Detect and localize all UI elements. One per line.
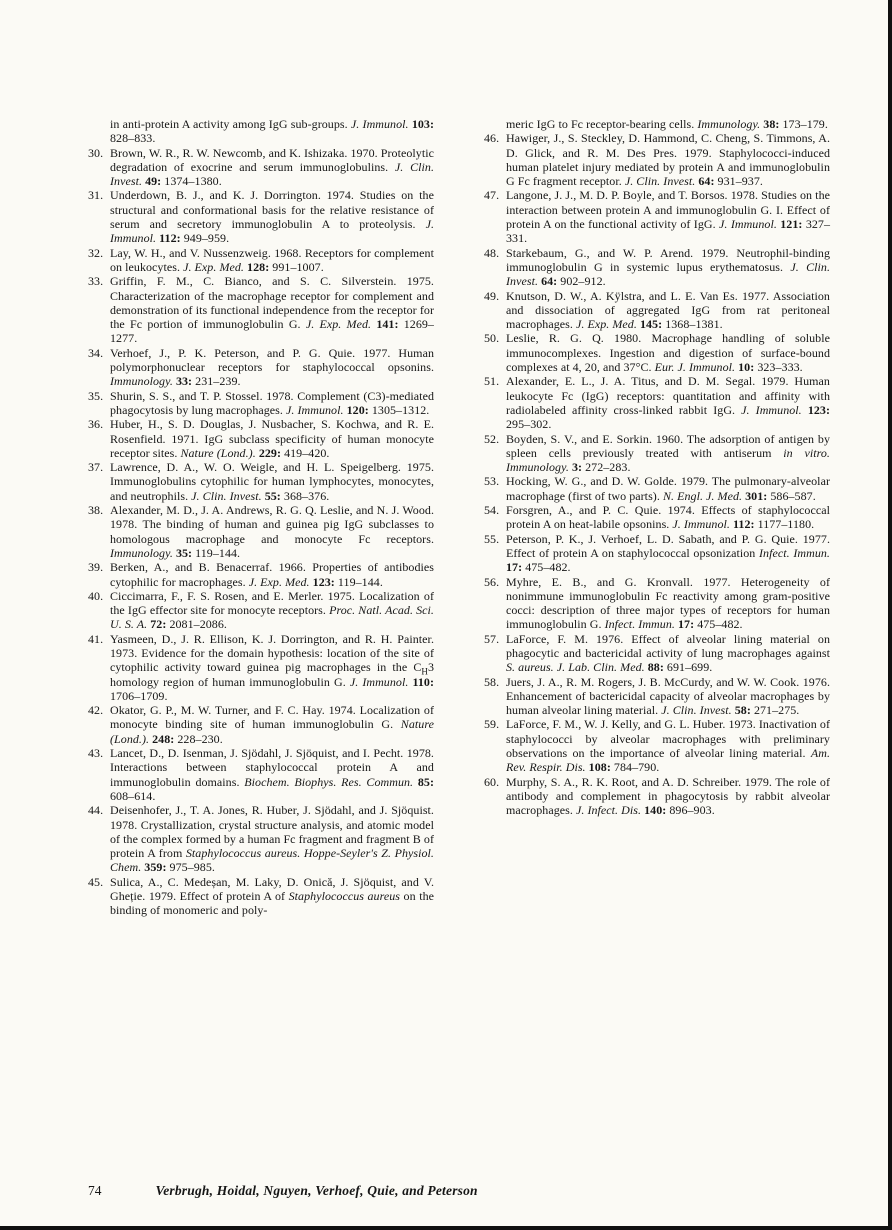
reference-number: 39. bbox=[88, 560, 104, 575]
reference-item bbox=[484, 675, 830, 718]
reference-text: 120: bbox=[346, 402, 369, 417]
reference-number: 43. bbox=[88, 746, 104, 761]
reference-text: J. Immunol. bbox=[350, 117, 412, 131]
reference-text: Ciccimarra, F., F. S. Rosen, and E. Merler. 1975. Localization of the IgG effector site for monocyte receptors. bbox=[110, 588, 434, 618]
reference-text: H bbox=[421, 666, 428, 677]
reference-item bbox=[484, 632, 830, 675]
reference-text: 110: bbox=[412, 674, 434, 689]
reference-text: 17: bbox=[506, 560, 523, 575]
reference-number: 36. bbox=[88, 417, 104, 432]
reference-text: 2081–2086. bbox=[166, 617, 227, 632]
reference-item bbox=[88, 389, 434, 418]
reference-text: 272–283. bbox=[582, 460, 631, 475]
reference-text: Eur. J. Immunol. bbox=[654, 360, 739, 375]
reference-text: Staphylococcus aureus. Hoppe-Seyler's Z. Physiol. Chem. bbox=[110, 846, 434, 875]
reference-number: 54. bbox=[484, 503, 500, 518]
reference-text: S. aureus. J. Lab. Clin. Med. bbox=[506, 660, 648, 675]
reference-text: Hocking, W. G., and D. W. Golde. 1979. The pulmonary-alveolar macrophage (first of two parts). bbox=[506, 474, 830, 503]
reference-text: 121: bbox=[780, 217, 803, 232]
reference-text: Forsgren, A., and P. C. Quie. 1974. Effects of staphylococcal protein A on heat-labile opsonins. bbox=[506, 503, 830, 532]
reference-text: 119–144. bbox=[334, 574, 383, 589]
reference-text: 112: bbox=[159, 231, 181, 246]
reference-text: Underdown, B. J., and K. J. Dorrington. 1974. Studies on the structural and conformational basis for the relative resistance of serum and secretory immunoglobulin A to proteolysis. bbox=[110, 188, 434, 232]
reference-text: 1706–1709. bbox=[110, 688, 168, 703]
reference-text: Juers, J. A., R. M. Rogers, J. B. McCurdy, and W. W. Cook. 1976. Enhancement of bactericidal capacity of alveolar macrophages by human alveolar lining material. bbox=[506, 674, 830, 718]
reference-text: 10: bbox=[738, 360, 755, 375]
reference-text: Murphy, S. A., R. K. Root, and A. D. Schreiber. 1979. The role of antibody and complement in phagocytosis by rabbit alveolar macrophages. bbox=[506, 774, 830, 818]
reference-item bbox=[88, 589, 434, 632]
reference-text: 271–275. bbox=[750, 703, 800, 718]
reference-number: 30. bbox=[88, 145, 104, 160]
reference-text: Infect. Immun. bbox=[604, 617, 678, 632]
reference-number: 41. bbox=[88, 631, 104, 646]
reference-text: Immunology. bbox=[110, 545, 176, 560]
scan-edge-right bbox=[888, 0, 892, 1230]
reference-text: 58: bbox=[734, 703, 751, 718]
reference-text: 17: bbox=[677, 617, 695, 632]
reference-text: 784–790. bbox=[610, 760, 660, 775]
reference-text: J. Infect. Dis. bbox=[575, 803, 645, 818]
reference-text: 49: bbox=[145, 174, 162, 189]
reference-text: 368–376. bbox=[280, 488, 330, 503]
reference-item bbox=[484, 775, 830, 818]
reference-text: 103: bbox=[411, 117, 435, 131]
reference-item bbox=[88, 188, 434, 245]
reference-text: 38: bbox=[763, 117, 780, 131]
reference-number: 59. bbox=[484, 717, 500, 732]
reference-text: J. Clin. Invest. bbox=[110, 159, 435, 189]
reference-text: J. Exp. Med. bbox=[248, 574, 313, 589]
reference-item bbox=[484, 503, 830, 532]
reference-text: 123: bbox=[312, 574, 335, 589]
reference-item bbox=[484, 131, 830, 188]
reference-text: 35: bbox=[175, 545, 193, 560]
reference-text: 229: bbox=[258, 445, 282, 460]
reference-text: Lay, W. H., and V. Nussenzweig. 1968. Receptors for complement on leukocytes. bbox=[110, 245, 434, 274]
reference-text: Langone, J. J., M. D. P. Boyle, and T. Borsos. 1978. Studies on the interaction between protein A and immunoglobulin G. I. Effect of protein A on the functional activity of IgG. bbox=[506, 188, 830, 232]
reference-text: 419–420. bbox=[281, 445, 330, 460]
reference-text: Alexander, E. L., J. A. Titus, and D. M. Segal. 1979. Human leukocyte Fc (IgG) receptors: quantitation and affinity with radiolabeled affinity cross-linked rabbit IgG. bbox=[506, 374, 830, 417]
reference-number: 48. bbox=[484, 245, 500, 260]
reference-text: 248: bbox=[152, 731, 175, 746]
reference-text: 64: bbox=[541, 274, 558, 289]
reference-item bbox=[484, 717, 830, 774]
reference-text: 145: bbox=[639, 317, 663, 332]
reference-number: 42. bbox=[88, 703, 104, 718]
reference-number: 46. bbox=[484, 131, 500, 146]
reference-text: 3 homology region of human immunoglobulin G. bbox=[110, 660, 434, 689]
reference-number: 60. bbox=[484, 774, 500, 789]
reference-text: Peterson, P. K., J. Verhoef, L. D. Sabath, and P. G. Quie. 1977. Effect of protein A on staphylococcal opsonization bbox=[506, 531, 830, 560]
reference-item bbox=[88, 803, 434, 874]
reference-text: J. Exp. Med. bbox=[575, 317, 640, 332]
reference-continuation bbox=[88, 117, 434, 146]
reference-text: J. Exp. Med. bbox=[183, 259, 248, 274]
reference-text: Okator, G. P., M. W. Turner, and F. C. Hay. 1974. Localization of monocyte binding site of human immunoglobulin G. bbox=[110, 703, 434, 732]
reference-text: Huber, H., S. D. Douglas, J. Nusbacher, S. Kochwa, and R. E. Rosenfield. 1971. IgG subclass specificity of human monocyte receptor sites. bbox=[110, 417, 434, 460]
reference-item bbox=[88, 746, 434, 803]
reference-number: 40. bbox=[88, 588, 104, 603]
reference-text: Yasmeen, D., J. R. Ellison, K. J. Dorrington, and R. H. Painter. 1973. Evidence for the domain hypothesis: location of the site of cytophilic activity toward guinea pig macrophages in the C bbox=[110, 631, 434, 675]
reference-item bbox=[88, 460, 434, 503]
reference-number: 37. bbox=[88, 460, 104, 475]
reference-number: 32. bbox=[88, 245, 104, 260]
reference-text: 691–699. bbox=[663, 660, 713, 675]
reference-number: 52. bbox=[484, 431, 500, 446]
reference-text: 1177–1180. bbox=[754, 517, 815, 532]
reference-text: 327–331. bbox=[506, 217, 831, 246]
reference-text: J. Immunol. bbox=[286, 402, 347, 417]
reference-text: Immunology. bbox=[697, 117, 764, 131]
reference-text: 931–937. bbox=[714, 174, 763, 189]
reference-item bbox=[484, 474, 830, 503]
reference-continuation bbox=[484, 117, 830, 131]
reference-item bbox=[88, 417, 434, 460]
reference-text: Deisenhofer, J., T. A. Jones, R. Huber, J. Sjödahl, and J. Sjöquist. 1978. Crystallization, crystal structure analysis, and atomic model of the complex formed by a human Fc fragment and fragment B of protein A from bbox=[110, 803, 434, 861]
reference-text: Immunology. bbox=[110, 374, 176, 389]
references-column-left bbox=[88, 117, 434, 918]
reference-number: 53. bbox=[484, 474, 500, 489]
scan-edge-bottom bbox=[0, 1226, 892, 1230]
reference-text: 112: bbox=[733, 517, 755, 532]
reference-text: 475–482. bbox=[694, 617, 743, 632]
reference-item bbox=[88, 146, 434, 189]
reference-text: Knutson, D. W., A. Kÿlstra, and L. E. Van Es. 1977. Association and dissociation of aggregated IgG from rat peritoneal macrophages. bbox=[506, 288, 830, 332]
reference-number: 38. bbox=[88, 503, 104, 518]
reference-number: 44. bbox=[88, 803, 104, 818]
reference-number: 58. bbox=[484, 674, 500, 689]
reference-item bbox=[88, 875, 434, 918]
reference-text: Verhoef, J., P. K. Peterson, and P. G. Quie. 1977. Human polymorphonuclear receptors for staphylococcal opsonins. bbox=[110, 345, 434, 375]
reference-text: Nature (Lond.). bbox=[180, 445, 259, 460]
page-number: 74 bbox=[88, 1183, 102, 1198]
reference-text: J. Exp. Med. bbox=[305, 317, 377, 332]
reference-text: Starkebaum, G., and W. P. Arend. 1979. Neutrophil-binding immunoglobulin G in systemic lupus erythematosus. bbox=[506, 245, 830, 274]
reference-text: Berken, A., and B. Benacerraf. 1966. Properties of antibodies cytophilic for macrophages. bbox=[110, 560, 434, 589]
reference-text: 108: bbox=[588, 760, 611, 775]
reference-text: 231–239. bbox=[192, 374, 241, 389]
reference-text: J. Immunol. bbox=[719, 217, 781, 232]
reference-item bbox=[484, 575, 830, 632]
reference-text: 88: bbox=[647, 660, 664, 675]
reference-item bbox=[484, 532, 830, 575]
reference-text: 1374–1380. bbox=[161, 174, 222, 189]
reference-number: 50. bbox=[484, 331, 500, 346]
reference-text: Nature (Lond.). bbox=[110, 717, 434, 746]
reference-text: 896–903. bbox=[666, 803, 715, 818]
reference-number: 49. bbox=[484, 288, 500, 303]
reference-number: 45. bbox=[88, 874, 104, 889]
reference-item bbox=[484, 246, 830, 289]
reference-text: 301: bbox=[745, 488, 768, 503]
reference-text: 949–959. bbox=[180, 231, 230, 246]
reference-text: 85: bbox=[417, 774, 435, 789]
reference-item bbox=[484, 188, 830, 245]
reference-text: 608–614. bbox=[110, 788, 156, 803]
reference-text: 1368–1381. bbox=[662, 317, 723, 332]
reference-text: 123: bbox=[807, 402, 831, 417]
reference-text: 140: bbox=[644, 803, 667, 818]
reference-text: 141: bbox=[376, 317, 399, 332]
reference-text: 1305–1312. bbox=[368, 402, 430, 417]
reference-text: 72: bbox=[150, 617, 167, 632]
reference-item bbox=[484, 432, 830, 475]
reference-text: 3: bbox=[571, 460, 583, 475]
reference-text: J. Immunol. bbox=[110, 217, 434, 246]
reference-text: 975–985. bbox=[166, 860, 215, 875]
reference-number: 57. bbox=[484, 631, 500, 646]
reference-number: 33. bbox=[88, 274, 104, 289]
reference-text: J. Clin. Invest. bbox=[661, 703, 735, 718]
references-column-right bbox=[484, 117, 830, 918]
reference-text: Myhre, E. B., and G. Kronvall. 1977. Heterogeneity of nonimmune immunoglobulin Fc reactivity among gram-positive cocci: description of three major types of receptors for human immunoglobulin G. bbox=[506, 574, 830, 632]
reference-text: Biochem. Biophys. Res. Commun. bbox=[244, 774, 418, 789]
reference-text: on the binding of monomeric and poly- bbox=[110, 889, 435, 918]
reference-text: 586–587. bbox=[767, 488, 816, 503]
references-section bbox=[88, 117, 830, 918]
reference-text: Infect. Immun. bbox=[759, 545, 830, 560]
reference-text: Sulica, A., C. Medeșan, M. Laky, D. Onică, J. Sjöquist, and V. Gheție. 1979. Effect of protein A of bbox=[110, 874, 434, 904]
reference-text: J. Clin. Invest. bbox=[191, 488, 265, 503]
reference-item bbox=[88, 703, 434, 746]
reference-item bbox=[88, 560, 434, 589]
reference-text: 119–144. bbox=[192, 545, 241, 560]
reference-text: 323–333. bbox=[754, 360, 803, 375]
reference-number: 55. bbox=[484, 531, 500, 546]
reference-number: 31. bbox=[88, 188, 104, 203]
reference-text: in anti-protein A activity among IgG sub-groups. bbox=[110, 117, 351, 131]
reference-text: Proc. Natl. Acad. Sci. U. S. A. bbox=[110, 603, 434, 632]
reference-text: Brown, W. R., R. W. Newcomb, and K. Ishizaka. 1970. Proteolytic degradation of exocrine and serum immunoglobulins. bbox=[110, 145, 434, 174]
reference-text: J. Clin. Invest. bbox=[506, 259, 830, 289]
reference-text: 64: bbox=[698, 174, 715, 189]
reference-item bbox=[88, 503, 434, 560]
reference-item bbox=[88, 346, 434, 389]
reference-number: 47. bbox=[484, 188, 500, 203]
reference-text: 991–1007. bbox=[269, 259, 324, 274]
reference-text: 359: bbox=[144, 860, 167, 875]
reference-text: Am. Rev. Respir. Dis. bbox=[506, 746, 830, 775]
reference-text: 902–912. bbox=[557, 274, 606, 289]
reference-text: Shurin, S. S., and T. P. Stossel. 1978. Complement (C3)-mediated phagocytosis by lung macrophages. bbox=[110, 388, 434, 417]
reference-text: meric IgG to Fc receptor-bearing cells. bbox=[506, 117, 698, 131]
reference-text: LaForce, F. M., W. J. Kelly, and G. L. Huber. 1973. Inactivation of staphylococci by alveolar macrophages with preliminary observations on the importance of alveolar lining material. bbox=[506, 717, 830, 761]
reference-text: Lancet, D., D. Isenman, J. Sjödahl, J. Sjöquist, and I. Pecht. 1978. Interactions between staphylococcal protein A and immunoglobulin domains. bbox=[110, 746, 434, 789]
reference-text: Griffin, F. M., C. Bianco, and S. C. Silverstein. 1975. Characterization of the macrophage receptor for complement and demonstration of its functional independence from the receptor for the Fc portion of immunoglobulin G. bbox=[110, 274, 434, 332]
reference-text: Leslie, R. G. Q. 1980. Macrophage handling of soluble immunocomplexes. Ingestion and digestion of surface-bound complexes at 4, 20, and 37°C. bbox=[506, 331, 830, 375]
reference-item bbox=[88, 632, 434, 703]
reference-text: 828–833. bbox=[110, 131, 156, 146]
reference-text: LaForce, F. M. 1976. Effect of alveolar lining material on phagocytic and bactericidal activity of lung macrophages against bbox=[506, 631, 830, 660]
reference-text: Staphylococcus aureus bbox=[288, 889, 401, 904]
reference-item bbox=[88, 246, 434, 275]
reference-item bbox=[484, 374, 830, 431]
reference-text: 55: bbox=[264, 488, 281, 503]
reference-number: 51. bbox=[484, 374, 500, 389]
reference-text: Boyden, S. V., and E. Sorkin. 1960. The adsorption of antigen by spleen cells previously treated with antiserum bbox=[506, 431, 830, 460]
reference-text: J. Immunol. bbox=[672, 517, 733, 532]
reference-text: Alexander, M. D., J. A. Andrews, R. G. Q. Leslie, and N. J. Wood. 1978. The binding of human and guinea pig IgG subclasses to homologous macrophage and monocyte Fc receptors. bbox=[110, 503, 434, 546]
reference-number: 56. bbox=[484, 574, 500, 589]
reference-text: J. Immunol. bbox=[741, 402, 808, 417]
reference-text: J. Clin. Invest. bbox=[624, 174, 699, 189]
reference-number: 34. bbox=[88, 345, 104, 360]
running-authors: Verbrugh, Hoidal, Nguyen, Verhoef, Quie, and Peterson bbox=[155, 1183, 478, 1198]
reference-item bbox=[88, 274, 434, 345]
reference-text: Hawiger, J., S. Steckley, D. Hammond, C. Cheng, S. Timmons, A. D. Glick, and R. M. Des Pres. 1979. Staphylococci-induced human platelet injury mediated by protein A and immunoglobulin G Fc fragment receptor. bbox=[506, 131, 830, 189]
reference-text: 295–302. bbox=[506, 417, 552, 432]
reference-text: N. Engl. J. Med. bbox=[662, 488, 746, 503]
reference-item bbox=[484, 289, 830, 332]
reference-text: Lawrence, D. A., W. O. Weigle, and H. L. Speigelberg. 1975. Immunoglobulins cytophilic for human lymphocytes, monocytes, and neutrophils. bbox=[110, 460, 434, 503]
reference-text: 128: bbox=[247, 259, 270, 274]
reference-number: 35. bbox=[88, 388, 104, 403]
page-footer bbox=[88, 1183, 830, 1199]
reference-text: 228–230. bbox=[174, 731, 223, 746]
reference-text: 33: bbox=[175, 374, 193, 389]
reference-text: 475–482. bbox=[522, 560, 571, 575]
reference-text: 173–179. bbox=[779, 117, 828, 131]
reference-text: in vitro. Immunology. bbox=[506, 445, 830, 475]
reference-text: J. Immunol. bbox=[349, 674, 413, 689]
reference-text: 1269–1277. bbox=[110, 317, 434, 346]
reference-item bbox=[484, 331, 830, 374]
